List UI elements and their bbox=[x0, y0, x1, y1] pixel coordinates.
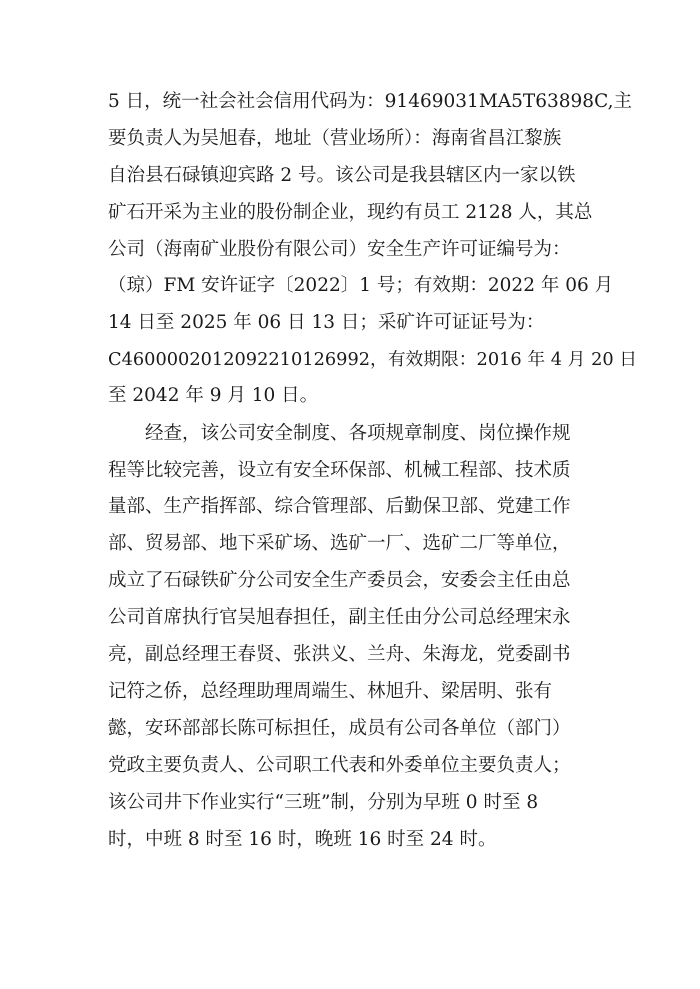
text-line: 时，中班 8 时至 16 时，晚班 16 时至 24 时。 bbox=[108, 829, 497, 850]
text-line: 至 2042 年 9 月 10 日。 bbox=[108, 385, 319, 406]
text-line: 要负责人为吴旭春，地址（营业场所）：海南省昌江黎族 bbox=[108, 128, 562, 149]
text-line: 懿，安环部部长陈可标担任，成员有公司各单位（部门） bbox=[108, 718, 571, 739]
text-line: （琼）FM 安许证字〔2022〕1 号；有效期：2022 年 06 月 bbox=[108, 275, 614, 296]
text-line: 成立了石碌铁矿分公司安全生产委员会，安委会主任由总 bbox=[108, 570, 571, 591]
text-line: 公司首席执行官吴旭春担任，副主任由分公司总经理宋永 bbox=[108, 607, 571, 628]
text-line: 党政主要负责人、公司职工代表和外委单位主要负责人； bbox=[108, 755, 571, 776]
text-line: 5 日，统一社会社会信用代码为：91469031MA5T63898C,主 bbox=[108, 91, 632, 112]
text-line: C4600002012092210126992，有效期限：2016 年 4 月 20 日 bbox=[108, 350, 638, 370]
text-line: 亮，副总经理王春贤、张洪义、兰舟、朱海龙，党委副书 bbox=[108, 644, 571, 665]
text-line: 矿石开采为主业的股份制企业，现约有员工 2128 人，其总 bbox=[108, 202, 593, 223]
text-line: 14 日至 2025 年 06 日 13 日；采矿许可证证号为： bbox=[108, 312, 545, 333]
paragraph-first-line: 经查，该公司安全制度、各项规章制度、岗位操作规 bbox=[145, 423, 571, 444]
text-line: 公司（海南矿业股份有限公司）安全生产许可证编号为： bbox=[108, 239, 571, 260]
text-line: 自治县石碌镇迎宾路 2 号。该公司是我县辖区内一家以铁 bbox=[108, 165, 576, 186]
text-line: 量部、生产指挥部、综合管理部、后勤保卫部、党建工作 bbox=[108, 496, 571, 517]
text-line: 记符之侨，总经理助理周端生、林旭升、梁居明、张有 bbox=[108, 681, 553, 702]
text-line: 部、贸易部、地下采矿场、选矿一厂、选矿二厂等单位， bbox=[108, 533, 571, 554]
text-line: 程等比较完善，设立有安全环保部、机械工程部、技术质 bbox=[108, 460, 571, 481]
text-line: 该公司井下作业实行“三班”制，分别为早班 0 时至 8 bbox=[108, 792, 539, 813]
